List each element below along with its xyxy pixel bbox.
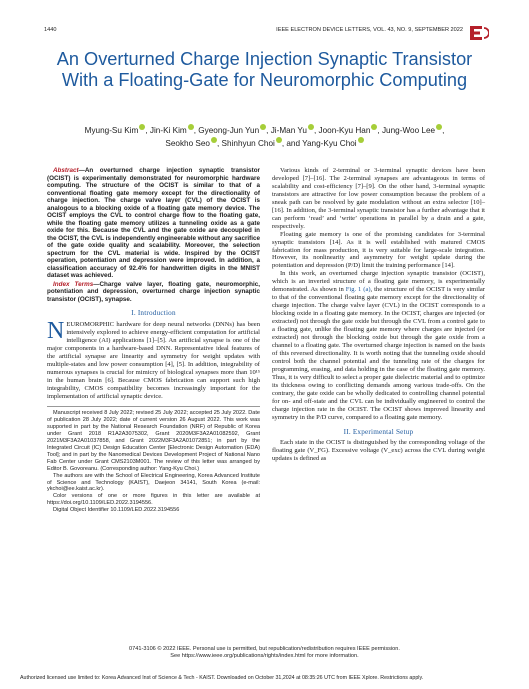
orcid-icon[interactable] — [276, 137, 282, 143]
index-terms-text: —Charge valve layer, floating gate, neuromorphic, potentiation and depression, overturned charge injection synaptic transistor (OCIST), synapse. — [47, 280, 260, 303]
drop-cap: N — [47, 317, 65, 344]
p3-end: , the structure of the OCIST is very similar to that of the conventional floating gate memory except for the directionality of charge injection. The charge valve layer (CVL) in the OCIST corresponds to a blocking oxide in a floating gate memory. In the OCIST, charges are injected (or extracted) not through the gate oxide but through the CVL from a control gate to a floating gate, unlike the floating gate memory where charges are injected (or extracted) not through the blocking oxide but through the gate oxide from a channel to a floating gate. The overturned charge injection is named on the basis of this reversed directionality. It is worth noting that the tunneling oxide should control both the channel potential and the tunneling rate of the charges for programming, erasing, and data holding in the case of the floating gate memory. Thus, it is very difficult to select a proper gate dielectric material and to optimize its thickness owing to conflicting demands among various trade-offs. On the contrary, the gate oxide can be wholly dedicated to controlling channel potential for on- and off-state and the CVL can be individually engineered to control the charge injection rate in the OCIST. The OCIST shows improved linearity and symmetry in the P/D curve, compared to a floating gate memory. — [272, 286, 485, 421]
author-name: and Yang-Kyu Choi — [284, 139, 357, 148]
orcid-icon[interactable] — [188, 124, 194, 130]
journal-name: IEEE ELECTRON DEVICE LETTERS, VOL. 43, NO. 9, SEPTEMBER 2022 — [276, 27, 463, 33]
running-header — [44, 27, 485, 37]
author-name: Myung-Su Kim — [84, 126, 139, 135]
orcid-icon[interactable] — [260, 124, 266, 130]
orcid-icon[interactable] — [371, 124, 377, 130]
body-paragraph-3 — [272, 270, 485, 421]
orcid-icon[interactable] — [436, 124, 442, 130]
section-heading-experimental: II. Experimental Setup — [343, 427, 414, 436]
author-line-2: Seokho Seo , Shinhyun Choi , and Yang-Kyu Choi — [60, 137, 469, 150]
author-name: Shinhyun Choi — [219, 139, 275, 148]
author-name: Jung-Woo Lee — [379, 126, 436, 135]
left-column — [47, 167, 260, 514]
index-terms-label: Index Terms — [53, 280, 94, 288]
orcid-icon[interactable] — [211, 137, 217, 143]
author-list — [60, 124, 469, 150]
abstract-block — [47, 167, 260, 303]
body-paragraph-4: Each state in the OCIST is distinguished by the corresponding voltage of the floating gate (V_FG). Excessive voltage (V_exc) across the CVL during weight updates is defined as — [272, 439, 485, 463]
body-paragraph-1: Various kinds of 2-terminal or 3-terminal synaptic devices have been developed [7]–[16]. The 2-terminal synapses are advantageous in terms of scalability and cost-efficiency [7]–[9]. On the other hand, 3-terminal synaptic transistors are attractive for low power consumption because the problem of a sneak path can be resolved by gate modulation without an extra selector [10]–[16]. In addition, the 3-terminal synaptic transistor has a further advantage that it can perform ‘read’ and ‘write’ operations in parallel by a drain and a gate, respectively. — [272, 167, 485, 230]
copyright-line-1: 0741-3106 © 2022 IEEE. Personal use is permitted, but republication/redistribution requires IEEE permission. — [129, 646, 400, 652]
introduction-paragraph — [47, 317, 260, 401]
authorized-use-line: Authorized licensed use limited to: Korea Advanced Inst of Science & Tech - KAIST. Downloaded on October 31,2024 at 08:35:26 UTC from IEEE Xplore. Restrictions apply. — [20, 675, 424, 681]
author-name: Ji-Man Yu — [268, 126, 307, 135]
ieee-eds-logo-icon — [467, 22, 489, 44]
author-name: Joon-Kyu Han — [316, 126, 371, 135]
footnote-received: Manuscript received 8 July 2022; revised 25 July 2022; accepted 25 July 2022. Date of publication 28 July 2022; date of current version 26 August 2022. This work was supported in part by the National Research Foundation (NRF) of Republic of Korea under Grant 2018 R1A2A3075302, Grant 2020M3F3A2A01082592, Grant 2021M3F3A2A01037858, and Grant 2022M3F3A2A01072851; in part by the Integrated Circuit (IC) Design Education Center [Electronic Design Automation (EDA) Tool]; and in part by the Nanomedical Devices Development Project of National Nano Fab Center under Grant CMS2103M001. The review of this letter was arranged by Editor B. Govoreanu. (Corresponding author: Yang-Kyu Choi.) — [47, 410, 260, 472]
p3-start: In this work, an overturned charge injection synaptic transistor (OCIST), which is an inverted structure of a floating gate memory, is experimentally demonstrated. As shown in — [272, 270, 485, 294]
copyright-notice — [40, 646, 489, 660]
footnote-doi: Digital Object Identifier 10.1109/LED.2022.3194556 — [53, 507, 180, 514]
abstract-text: —An overturned charge injection synaptic transistor (OCIST) is experimentally demonstrated for neuromorphic hardware computing. The structure of the OCIST is similar to that of a conventional floating gate memory except for the directionality of charge injection. The charge valve layer (CVL) of the OCIST is analogous to a blocking oxide of a floating gate memory device. The OCIST employs the CVL to control charge flow to the floating gate, while the floating gate memory utilizes a tunneling oxide as a gate oxide for this. Because the CVL and the gate oxide are decoupled in the OCIST, the CVL is independently engineerable without any sacrifice of the gate oxide quality and scalability. Moreover, the selection spectrum for the CVL material is wide. Inspired by the OCIST operation, potentiation and depression were improved. In addition, a classification accuracy of 92.4% for handwritten digits in the MNIST dataset was achieved. — [47, 167, 260, 279]
author-name: Gyeong-Jun Yun — [196, 126, 260, 135]
orcid-icon[interactable] — [308, 124, 314, 130]
orcid-icon[interactable] — [139, 124, 145, 130]
right-column — [272, 167, 485, 463]
paper-title: An Overturned Charge Injection Synaptic Transistor With a Floating-Gate for Neuromorphic Computing — [56, 49, 473, 91]
author-line-1: Myung-Su Kim , Jin-Ki Kim , Gyeong-Jun Yun , Ji-Man Yu , Joon-Kyu Han , Jung-Woo Lee , — [84, 126, 445, 135]
footnote-color-versions: Color versions of one or more figures in this letter are available at https://doi.org/10.1109/LED.2022.3194556. — [47, 493, 260, 507]
manuscript-footnote — [47, 406, 260, 514]
page-number: 1440 — [44, 27, 57, 33]
intro-text: hardware for deep neural networks (DNNs) has been intensively explored to achieve energy-efficient computation for artificial intelligence (AI) applications [1]–[5]. An artificial synapse is one of the major components in a hardware-based DNN. Representative ideal features of the artificial synapse are linearity and symmetry for weight updates with multiple-states and low power consumption [4], [5]. In addition, integrability of numerous synapses is crucial for mimicry of biological synapses more than 10¹⁵ in the human brain [6]. Because CMOS fabrication can support such high integrability, CMOS compatibility becomes increasingly important for the implementation of artificial synaptic device. — [47, 320, 260, 400]
body-paragraph-2: Floating gate memory is one of the promising candidates for 3-terminal synaptic transistors [14]. As it is well established with matured CMOS fabrication for mass production, it is very suitable for large-scale integration. However, its nonlinearity and asymmetry for weight update during the potentiation and depression (P/D) limit the training performance [14]. — [272, 230, 485, 270]
section-heading-introduction: I. Introduction — [131, 309, 176, 317]
author-name: Seokho Seo — [165, 139, 210, 148]
author-name: Jin-Ki Kim — [147, 126, 187, 135]
orcid-icon[interactable] — [358, 137, 364, 143]
footnote-affiliation: The authors are with the School of Electrical Engineering, Korea Advanced Institute of Science and Technology (KAIST), Daejeon 34141, South Korea (e-mail: ykchoi@ee.kaist.ac.kr). — [47, 472, 260, 493]
intro-lead-word: EUROMORPHIC — [66, 320, 114, 328]
figure-reference-link[interactable]: Fig. 1 (a) — [345, 286, 371, 294]
copyright-line-2: See https://www.ieee.org/publications/rights/index.html for more information. — [170, 653, 359, 659]
abstract-label: Abstract — [53, 167, 79, 174]
